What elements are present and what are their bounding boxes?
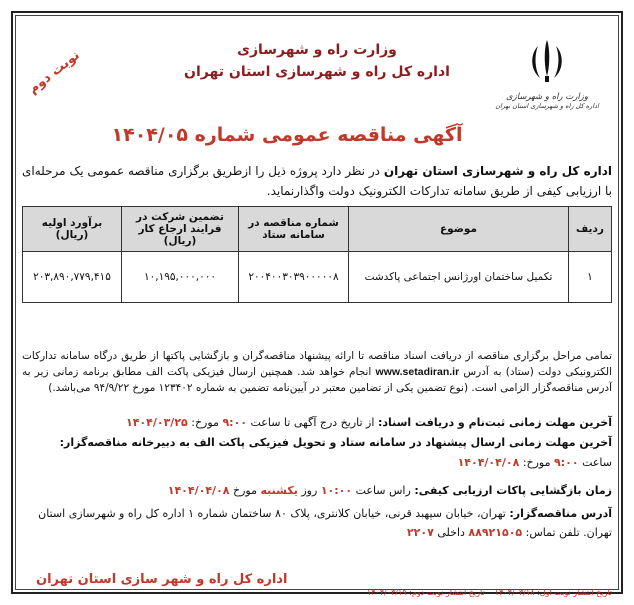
phone-number: ۸۸۹۲۱۵۰۵ <box>468 526 523 539</box>
intro-paragraph <box>22 161 612 201</box>
ministry-name: وزارت راه و شهرسازی <box>237 42 397 58</box>
tender-table <box>22 206 612 303</box>
deadline-docs-time: ۹:۰۰ <box>222 416 247 429</box>
ext-number: ۲۲۰۷ <box>406 526 434 539</box>
address-line <box>22 504 612 542</box>
notice-content <box>22 20 612 597</box>
emblem-caption-office: اداره کل راه و شهرسازی استان تهران <box>495 102 599 110</box>
procedure-text-b: انجام خواهد شد. همچنین ارسال فیزیکی پاکت الف مطابق برنامه زمانی زیر به آدرس مناقصه‌گزار الزامی است. (نوع تضمین یکی از تضامین معتبر در آیین‌نامه تضمین به شماره ۱۲۳۴۰۲ مورخ ۹۴/۹/۲۲ می‌باشد.) <box>22 366 612 394</box>
opening-date: ۱۴۰۴/۰۴/۰۸ <box>167 484 230 497</box>
office-signature: اداره کل راه و شهر سازی استان تهران <box>36 572 288 587</box>
deadline-docs-date-label: مورخ: <box>191 416 219 429</box>
cell-row: ۱ <box>569 252 612 303</box>
address-text: تهران، خیابان سپهبد قرنی، خیابان کلانتری، پلاک ۸۰ ساختمان شماره ۱ اداره کل راه و شهرسازی استان تهران. تلفن تماس: <box>38 507 612 539</box>
deadline-docs-text: از تاریخ درج آگهی تا ساعت <box>250 416 375 429</box>
procedure-text-a: تمامی مراحل برگزاری مناقصه از دریافت اسناد مناقصه تا ارائه پیشنهاد مناقصه‌گران و بازگشایی پاکتها از طریق درگاه سامانه تدارکات الکترونیکی دولت (ستاد) به آدرس <box>22 350 612 378</box>
deadline-offer-date-label: مورخ: <box>522 456 551 469</box>
col-tender-number: شماره مناقصه در سامانه ستاد <box>239 207 349 252</box>
publish-dates <box>367 588 612 597</box>
office-name: اداره کل راه و شهرسازی استان تهران <box>184 64 450 80</box>
opening-line <box>22 482 612 499</box>
col-row: ردیف <box>569 207 612 252</box>
deadline-offer-time: ۹:۰۰ <box>554 456 579 469</box>
iran-emblem <box>492 36 602 110</box>
table-header-row <box>23 207 612 252</box>
cell-tender-number: ۲۰۰۴۰۰۳۰۳۹۰۰۰۰۰۸ <box>239 252 349 303</box>
opening-date-label: مورخ <box>233 484 257 497</box>
opening-label: زمان بازگشایی پاکات ارزیابی کیفی: <box>414 484 612 497</box>
opening-text-a: راس ساعت <box>355 484 411 497</box>
publish-date-second: تاریخ انتشار نوبت دوم: ۱۴۰۴/۰۳/۱۹ <box>366 588 485 597</box>
deadline-offer-label: آخرین مهلت زمانی ارسال پیشنهاد در سامانه ستاد و تحویل فیزیکی پاکت الف به دبیرخانه مناقصه‌گزار: <box>59 436 612 449</box>
deadline-offer-time-label: ساعت <box>582 456 612 469</box>
setadiran-link[interactable]: www.setadiran.ir <box>375 366 460 378</box>
col-guarantee: تضمین شرکت در فرایند ارجاع کار (ریال) <box>122 207 239 252</box>
ext-label: داخلی <box>437 526 465 539</box>
procedure-paragraph <box>22 348 612 396</box>
deadline-offer-time-line <box>22 454 612 471</box>
deadline-offer-line <box>22 434 612 451</box>
address-label: آدرس مناقصه‌گزار: <box>509 507 612 520</box>
col-estimate: برآورد اولیه (ریال) <box>23 207 122 252</box>
cell-guarantee: ۱۰,۱۹۵,۰۰۰,۰۰۰ <box>122 252 239 303</box>
emblem-icon <box>524 36 570 84</box>
notice-title: آگهی مناقصه عمومی شماره ۱۴۰۴/۰۵ <box>111 124 463 146</box>
opening-time: ۱۰:۰۰ <box>320 484 353 497</box>
intro-office: اداره کل راه و شهرسازی استان تهران <box>383 164 612 178</box>
second-turn-stamp: نوبت دوم <box>25 47 83 98</box>
cell-estimate: ۲۰۳,۸۹۰,۷۷۹,۴۱۵ <box>23 252 122 303</box>
deadline-docs-date: ۱۴۰۴/۰۳/۲۵ <box>126 416 188 429</box>
opening-day: یکشنبه <box>260 484 298 497</box>
col-subject: موضوع <box>349 207 569 252</box>
deadline-offer-date: ۱۴۰۴/۰۴/۰۸ <box>457 456 520 469</box>
publish-date-first: تاریخ انتشار نوبت اول: ۱۴۰۴/۰۳/۱۸ <box>494 588 612 597</box>
table-row <box>23 252 612 303</box>
intro-text: در نظر دارد پروژه ذیل را ازطریق برگزاری مناقصه عمومی یک مرحله‌ای با ارزیابی کیفی از طریق سامانه تدارکات الکترونیک دولت واگذارنماید. <box>22 164 612 198</box>
cell-subject: تکمیل ساختمان اورژانس اجتماعی پاکدشت <box>349 252 569 303</box>
notice-header <box>172 42 462 80</box>
opening-text-b: روز <box>301 484 318 497</box>
deadline-docs-line <box>22 414 612 431</box>
deadline-docs-label: آخرین مهلت زمانی ثبت‌نام و دریافت اسناد: <box>377 416 612 429</box>
emblem-caption-ministry: وزارت راه و شهرسازی <box>505 92 588 102</box>
